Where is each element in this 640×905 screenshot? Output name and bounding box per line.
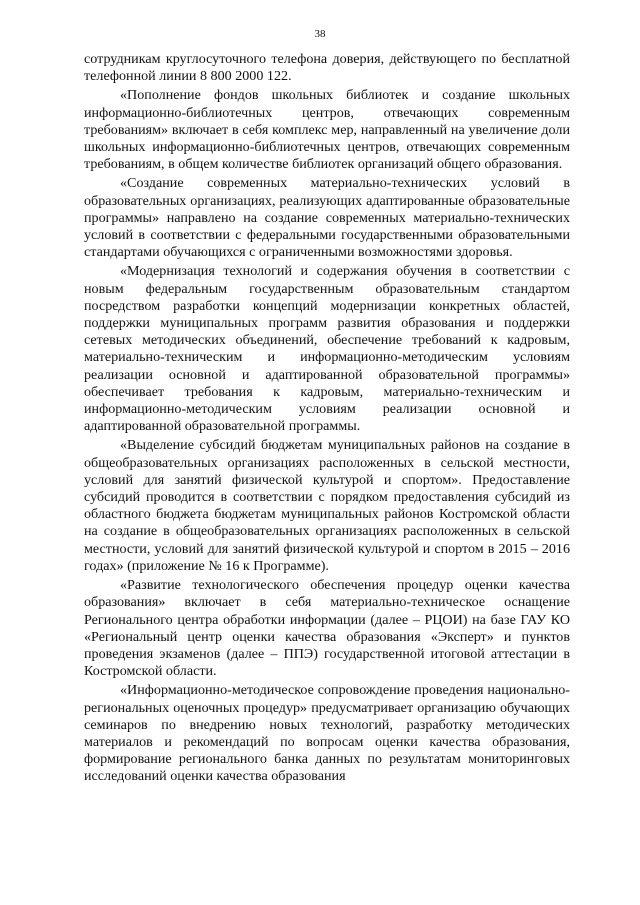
paragraph-methodical-support: «Информационно-методическое сопровождение проведения национально-региональных оценочных процедур» предусматривает организацию обучающих семинаров по внедрению новых технологий, разработку методических материалов и рекомендаций по вопросам оценки качества образования, формирование регионального банка данных по результатам мониторинговых исследований оценки качества образования bbox=[84, 682, 570, 785]
paragraph-hotline-continuation: сотрудникам круглосуточного телефона доверия, действующего по бесплатной телефонной линии 8 800 2000 122. bbox=[84, 51, 570, 85]
body-text bbox=[84, 51, 570, 788]
paragraph-modernization: «Модернизация технологий и содержания обучения в соответствии с новым федеральным государственным образовательным стандартом посредством разработки концепций модернизации конкретных областей, поддержки муниципальных программ развития образования и поддержки сетевых методических объединений, обеспечение требований к кадровым, материально-техническим и информационно-методическим условиям реализации основной и адаптированной образовательной программы» обеспечивает требования к кадровым, материально-техническим и информационно-методическим условиям реализации основной и адаптированной образовательной программы. bbox=[84, 263, 570, 435]
paragraph-subsidies: «Выделение субсидий бюджетам муниципальных районов на создание в общеобразовательных организациях расположенных в сельской местности, условий для занятий физической культурой и спортом». Предоставление субсидий проводится в соответствии с порядком предоставления субсидий из областного бюджета бюджетам муниципальных районов Костромской области на создание в общеобразовательных организациях расположенных в сельской местности, условий для занятий физической культурой и спортом в 2015 – 2016 годах» (приложение № 16 к Программе). bbox=[84, 437, 570, 574]
paragraph-school-libraries: «Пополнение фондов школьных библиотек и создание школьных информационно-библиотечных центров, отвечающих современным требованиям» включает в себя комплекс мер, направленный на увеличение доли школьных информационно-библиотечных центров, отвечающих современным требованиям, в общем количестве библиотек организаций общего образования. bbox=[84, 87, 570, 173]
paragraph-adaptive-programs: «Создание современных материально-технических условий в образовательных организациях, реализующих адаптированные образовательные программы» направлено на создание современных материально-технических условий в соответствии с федеральными государственными образовательными стандартами обучающихся с ограниченными возможностями здоровья. bbox=[84, 175, 570, 261]
paragraph-quality-assessment: «Развитие технологического обеспечения процедур оценки качества образования» включает в себя материально-техническое оснащение Регионального центра обработки информации (далее – РЦОИ) на базе ГАУ КО «Региональный центр оценки качества образования «Эксперт» и пунктов проведения экзаменов (далее – ППЭ) государственной итоговой аттестации в Костромской области. bbox=[84, 577, 570, 680]
page-number: 38 bbox=[314, 28, 326, 40]
